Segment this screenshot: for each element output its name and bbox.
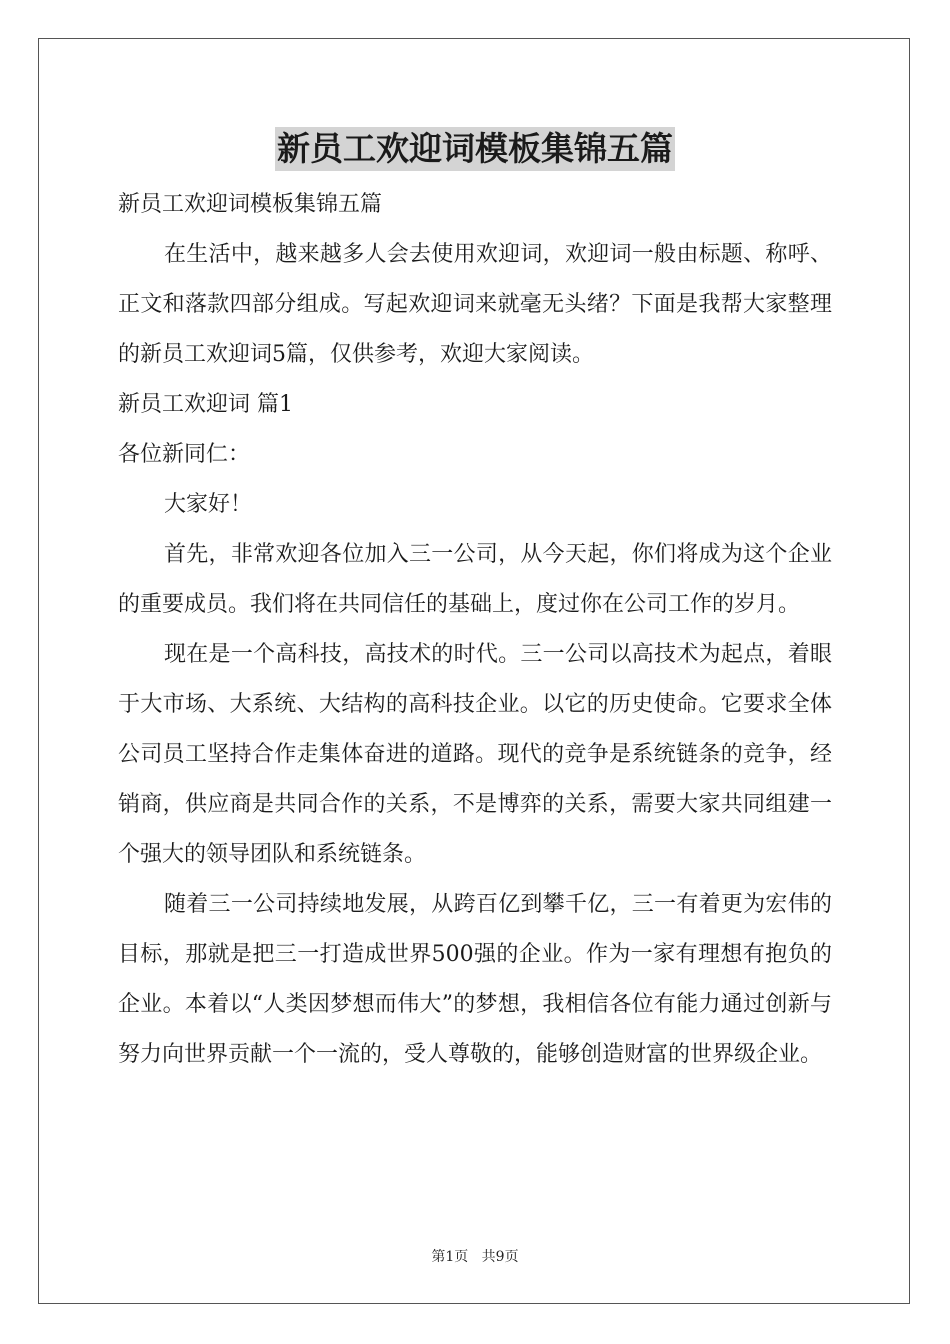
page-total: 共9页 xyxy=(481,1249,519,1265)
section-heading: 新员工欢迎词 篇1 xyxy=(118,392,293,417)
paragraph: 在生活中，越来越多人会去使用欢迎词，欢迎词一般由标题、称呼、正文和落款四部分组成。写起欢迎词来就毫无头绪？下面是我帮大家整理的新员工欢迎词5篇，仅供参考，欢迎大家阅读。 xyxy=(118,242,832,367)
paragraph: 首先，非常欢迎各位加入三一公司，从今天起，你们将成为这个企业的重要成员。我们将在共同信任的基础上，度过你在公司工作的岁月。 xyxy=(118,542,832,617)
paragraph: 现在是一个高科技，高技术的时代。三一公司以高技术为起点，着眼于大市场、大系统、大结构的高科技企业。以它的历史使命。它要求全体公司员工坚持合作走集体奋进的道路。现代的竞争是系统链条的竞争，经销商，供应商是共同合作的关系，不是博弈的关系，需要大家共同组建一个强大的领导团队和系统链条。 xyxy=(118,642,832,867)
paragraph: 新员工欢迎词模板集锦五篇 xyxy=(118,192,383,217)
page-footer xyxy=(0,1246,950,1266)
greeting: 大家好！ xyxy=(164,492,253,517)
paragraph: 随着三一公司持续地发展，从跨百亿到攀千亿，三一有着更为宏伟的目标，那就是把三一打造成世界500强的企业。作为一家有理想有抱负的企业。本着以“人类因梦想而伟大”的梦想，我相信各位有能力通过创新与努力向世界贡献一个一流的，受人尊敬的，能够创造财富的世界级企业。 xyxy=(118,892,832,1067)
page-number: 第1页 xyxy=(431,1249,469,1265)
salutation: 各位新同仁： xyxy=(118,442,251,467)
document-body xyxy=(118,180,832,1080)
document-title: 新员工欢迎词模板集锦五篇 xyxy=(275,127,675,171)
title-area xyxy=(0,127,950,171)
